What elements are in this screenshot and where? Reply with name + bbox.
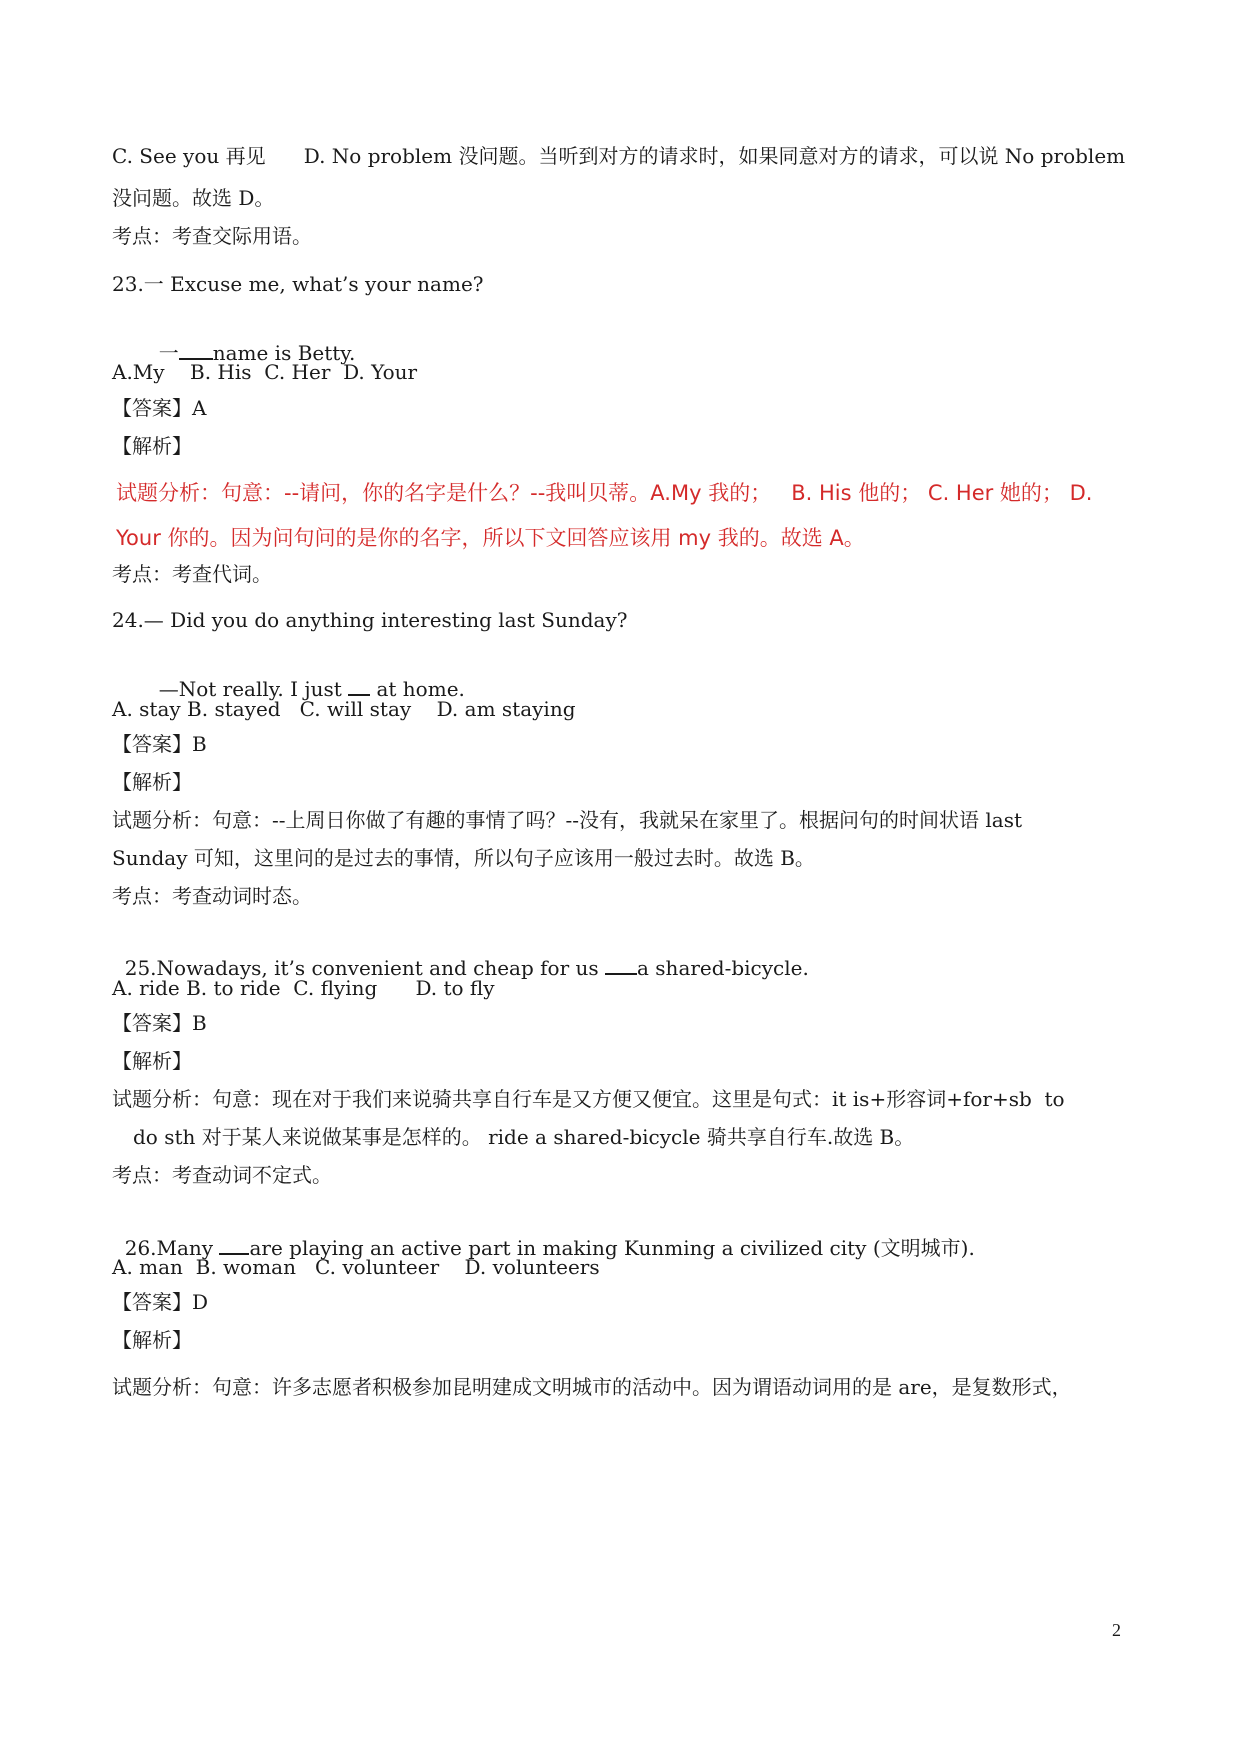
analysis-23-line-1: 试题分析：句意：--请问，你的名字是什么？--我叫贝蒂。A.My 我的； B. His 他的； C. Her 她的； D. xyxy=(116,481,1093,505)
kaodian-25: 考点：考查动词不定式。 xyxy=(112,1163,332,1187)
question-24-options: A. stay B. stayed C. will stay D. am staying xyxy=(112,697,576,721)
sentence-rest: a shared-bicycle. xyxy=(637,956,809,980)
question-25 xyxy=(112,931,809,980)
analysis-25-heading: 【解析】 xyxy=(112,1049,192,1073)
question-23-answer-line xyxy=(146,316,355,365)
answer-25: 【答案】B xyxy=(112,1011,207,1035)
answer-24: 【答案】B xyxy=(112,732,207,756)
kaodian-23: 考点：考查代词。 xyxy=(112,562,272,586)
sentence-rest: are playing an active part in making Kunming a civilized city (文明城市). xyxy=(249,1236,975,1260)
kaodian-24: 考点：考查动词时态。 xyxy=(112,884,312,908)
blank xyxy=(179,340,213,360)
analysis-25-line-1: 试题分析：句意：现在对于我们来说骑共享自行车是又方便又便宜。这里是句式：it is+形容词+for+sb to xyxy=(112,1087,1065,1111)
blank xyxy=(219,1235,249,1255)
sentence-rest: at home. xyxy=(376,677,465,701)
analysis-24-line-2: Sunday 可知，这里问的是过去的事情，所以句子应该用一般过去时。故选 B。 xyxy=(112,846,815,870)
sentence-rest: name is Betty. xyxy=(212,341,356,365)
sentence-start: —Not really. I just xyxy=(158,677,342,701)
analysis-23-heading: 【解析】 xyxy=(112,434,192,458)
question-26 xyxy=(112,1211,975,1260)
question-23: 23.一 Excuse me, what’s your name? xyxy=(112,272,484,296)
page-number: 2 xyxy=(1112,1620,1121,1640)
dash: 一 xyxy=(158,341,179,365)
question-24-answer-line xyxy=(146,652,465,701)
question-23-options: A.My B. His C. Her D. Your xyxy=(112,360,418,384)
blank xyxy=(605,955,637,975)
analysis-24-line-1: 试题分析：句意：--上周日你做了有趣的事情了吗？--没有，我就呆在家里了。根据问句的时间状语 last xyxy=(112,808,1023,832)
blank xyxy=(348,676,370,696)
analysis-26-line-1: 试题分析：句意：许多志愿者积极参加昆明建成文明城市的活动中。因为谓语动词用的是 are，是复数形式， xyxy=(112,1375,1072,1399)
answer-26: 【答案】D xyxy=(112,1290,209,1314)
analysis-25-line-2: do sth 对于某人来说做某事是怎样的。 ride a shared-bicycle 骑共享自行车.故选 B。 xyxy=(133,1125,915,1149)
question-26-options: A. man B. woman C. volunteer D. volunteers xyxy=(112,1255,600,1279)
question-24: 24.— Did you do anything interesting last Sunday? xyxy=(112,608,628,632)
line-explanation-end: 没问题。故选 D。 xyxy=(112,186,275,210)
analysis-26-heading: 【解析】 xyxy=(112,1328,192,1352)
question-25-options: A. ride B. to ride C. flying D. to fly xyxy=(112,976,495,1000)
line-c-d-options: C. See you 再见 D. No problem 没问题。当听到对方的请求时，如果同意对方的请求，可以说 No problem xyxy=(112,144,1126,168)
analysis-24-heading: 【解析】 xyxy=(112,770,192,794)
answer-23: 【答案】A xyxy=(112,396,207,420)
sentence-start: 25.Nowadays, it’s convenient and cheap for us xyxy=(124,956,599,980)
analysis-23-line-2: Your 你的。因为问句问的是你的名字，所以下文回答应该用 my 我的。故选 A。 xyxy=(116,526,865,550)
line-kaodian-22: 考点：考查交际用语。 xyxy=(112,224,312,248)
sentence-start: 26.Many xyxy=(124,1236,214,1260)
